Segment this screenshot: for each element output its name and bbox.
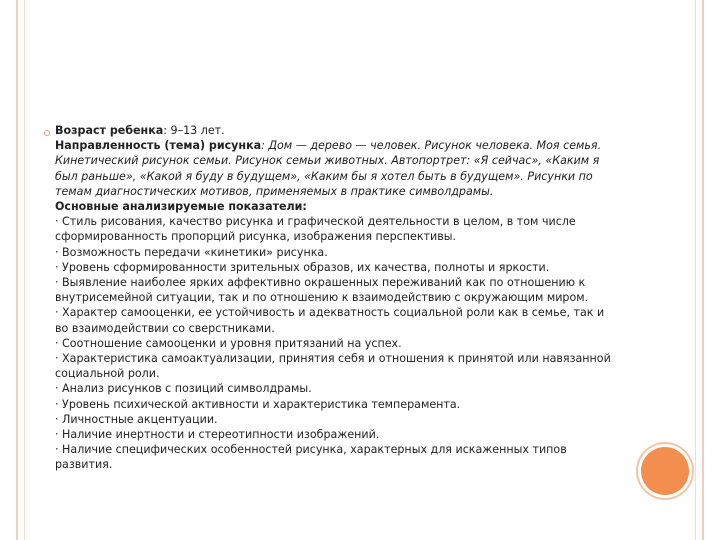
indicator-item: · Возможность передачи «кинетики» рисунка. bbox=[55, 245, 328, 259]
indicator-item: · Выявление наиболее ярких аффективно окрашенных переживаний как по отношению к внутрисемейной ситуации, так и по отношению к взаимодействию с окружающим миром. bbox=[55, 276, 589, 305]
age-value: : 9–13 лет. bbox=[163, 124, 225, 137]
indicator-item: · Стиль рисования, качество рисунка и графической деятельности в целом, в том числе сформированность пропорций рисунка, изображения перспективы. bbox=[55, 215, 576, 244]
age-line bbox=[55, 123, 621, 138]
indicators-list bbox=[55, 214, 621, 472]
direction-label: Направленность (тема) рисунка bbox=[55, 139, 262, 153]
slide-text-block bbox=[55, 123, 621, 473]
direction-value: : Дом — дерево — человек. Рисунок человека. Моя семья. Кинетический рисунок семьи. Рисунок семьи животных. Автопортрет: «Я сейчас», «Каким я был раньше», «Какой я буду в будущем», «Каким бы я хотел быть в будущем». Рисунки по темам диагностических мотивов, применяемых в практике символдрамы. bbox=[55, 139, 602, 198]
bullet-marker-icon bbox=[44, 130, 50, 136]
indicator-item: · Наличие специфических особенностей рисунка, характерных для искаженных типов развития. bbox=[55, 443, 567, 472]
indicator-item: · Личностные акцентуации. bbox=[55, 412, 218, 426]
indicator-item: · Наличие инертности и стереотипности изображений. bbox=[55, 428, 380, 442]
indicator-item: · Характеристика самоактуализации, принятия себя и отношения к принятой или навязанной социальной роли. bbox=[55, 352, 611, 381]
indicator-item: · Соотношение самооценки и уровня притязаний на успех. bbox=[55, 336, 402, 350]
indicator-item: · Характер самооценки, ее устойчивость и адекватность социальной роли как в семье, так и во взаимодействии со сверстниками. bbox=[55, 306, 605, 335]
indicator-item: · Уровень психической активности и характеристика темперамента. bbox=[55, 397, 461, 411]
direction-paragraph bbox=[55, 138, 621, 199]
indicator-item: · Анализ рисунков с позиций символдрамы. bbox=[55, 382, 312, 396]
indicators-heading: Основные анализируемые показатели: bbox=[55, 200, 307, 214]
decorative-circle-icon bbox=[641, 447, 689, 495]
age-label: Возраст ребенка bbox=[55, 124, 164, 137]
indicator-item: · Уровень сформированности зрительных образов, их качества, полноты и яркости. bbox=[55, 260, 550, 274]
